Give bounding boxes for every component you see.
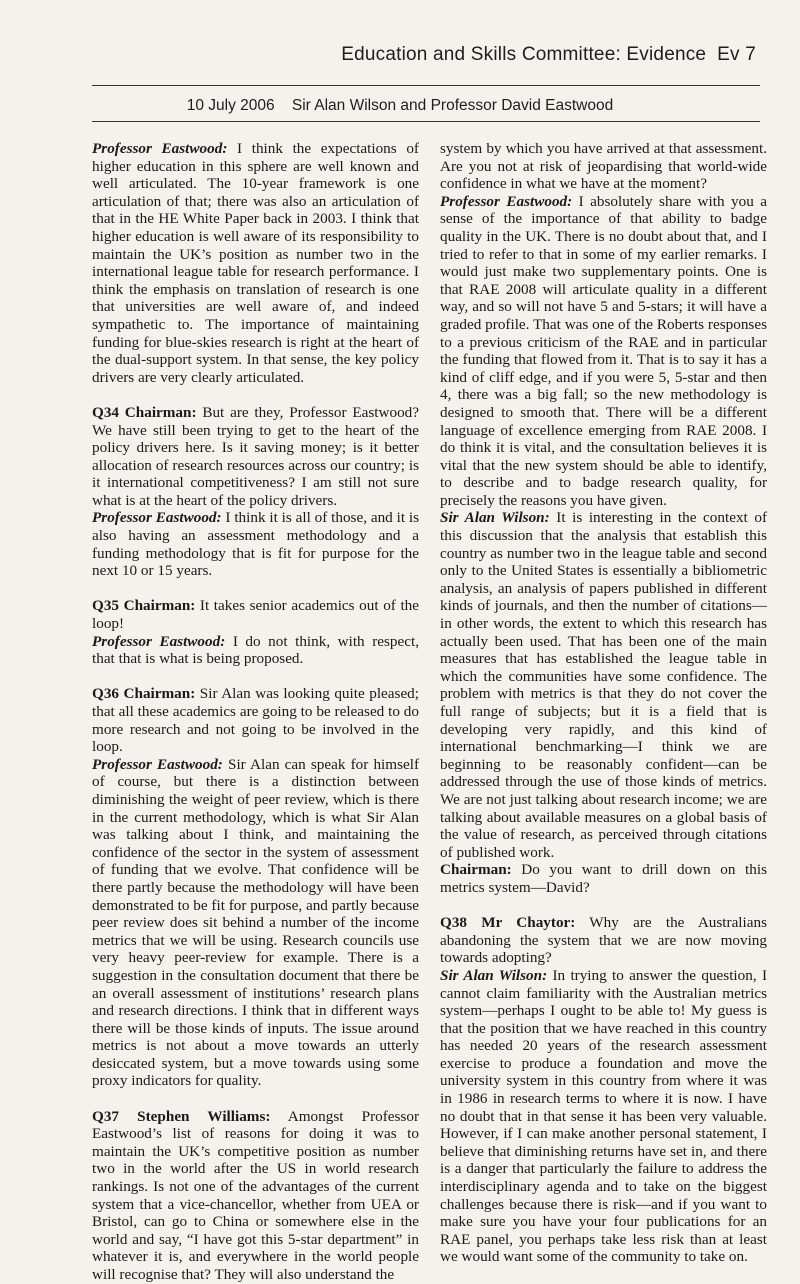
- question-label: Q37 Stephen Williams:: [92, 1107, 271, 1125]
- top-rule: [92, 85, 760, 86]
- paragraph: [440, 140, 767, 193]
- session-line: 10 July 2006 Sir Alan Wilson and Professor David Eastwood: [186, 97, 614, 114]
- question-label: Q35 Chairman:: [92, 597, 196, 615]
- paragraph-text: Sir Alan was looking quite pleased; that all these academics are going to be released to do more research and not going to be involved in the loop.: [92, 685, 419, 756]
- paragraph-text: It takes senior academics out of the loop!: [92, 597, 420, 633]
- speaker-label: Professor Eastwood:: [92, 140, 228, 157]
- paragraph-text: I think it is all of those, and it is also having an assessment methodology and a funding methodology that is fit for purpose for the next 10 or 15 years.: [92, 509, 420, 580]
- paragraph: [92, 1108, 419, 1284]
- speaker-label: Professor Eastwood:: [92, 509, 222, 527]
- speaker-label: Professor Eastwood:: [92, 755, 223, 773]
- paragraph: [92, 140, 419, 386]
- running-title: Education and Skills Committee: Evidence: [341, 44, 707, 65]
- bottom-rule: [92, 121, 760, 122]
- paragraph: [440, 914, 767, 967]
- paragraph: [440, 509, 767, 861]
- question-label: Q38 Mr Chaytor:: [440, 914, 576, 932]
- speaker-label: Sir Alan Wilson:: [440, 509, 550, 527]
- paragraph: [92, 685, 419, 755]
- speaker-label: Professor Eastwood:: [92, 632, 226, 650]
- paragraph-text: It is interesting in the context of this discussion that the analysis that establish this country as number two in the league table and second only to the United States is essentially a bibliometric analysis, an analysis of papers published in different kinds of journals, and then the number of citations—in other words, the extent to which this research has actually been used. That has been one of the main measures that has established the league table in which the communities have some confidence. The problem with metrics is that they do not cover the full range of subjects; but it is a field that is developing very rapidly, and this kind of international benchmarking—I think we are beginning to be reasonably confident—can be addressed through the use of those kinds of metrics. We are not just talking about research income; we are talking about available measures on a global basis of the value of research, as perceived through citations of published work.: [440, 509, 767, 861]
- right-column: [440, 140, 767, 1266]
- paragraph-text: Why are the Australians abandoning the system that we are now moving towards adopting?: [440, 914, 767, 967]
- paragraph-text: But are they, Professor Eastwood? We have still been trying to get to the heart of the policy drivers here. Is it saving money; is it better allocation of research resources across our country; is it international competitiveness? I am still not sure what is at the heart of the policy drivers.: [92, 403, 420, 509]
- page-ref: Ev 7: [717, 44, 756, 65]
- running-header: [341, 44, 756, 66]
- chair-label: Chairman:: [440, 861, 512, 879]
- paragraph-text: I absolutely share with you a sense of the importance of that ability to badge quality in the UK. There is no doubt about that, and I tried to refer to that in some of my earlier remarks. I would just make two supplementary points. One is that RAE 2008 will articulate quality in a different way, and so will not have 5 and 5-stars; it will have a graded profile. That was one of the Roberts responses to a previous criticism of the RAE and in particular the funding that flowed from it. That is to say it has a kind of cliff edge, and if you were 5, 5-star and then 4, there was a big fall; so the new methodology is designed to smooth that. There will be a different language of excellence emerging from RAE 2008. I do think it is vital, and the consultation believes it is vital that the new system should be able to identify, to describe and to badge research quality, for precisely the reasons you have given.: [440, 192, 767, 509]
- paragraph-text: Do you want to drill down on this metrics system—David?: [440, 861, 767, 896]
- paragraph: [92, 756, 419, 1090]
- speaker-label: Sir Alan Wilson:: [440, 966, 548, 984]
- paragraph-text: I think the expectations of higher education in this sphere are well known and well articulated. The 10-year framework is one articulation of that; there was also an articulation of that in the HE White Paper back in 2003. I think that higher education is well aware of its responsibility to maintain the UK’s position as number two in the international league table for research performance. I think the emphasis on translation of research is one that universities are well aware of, and indeed sympathetic to. The importance of maintaining funding for blue-skies research is right at the heart of the dual-support system. In that sense, the key policy drivers are very clearly articulated.: [92, 140, 419, 386]
- paragraph-text: system by which you have arrived at that assessment. Are you not at risk of jeopardising that world-wide confidence in what we have at the moment?: [440, 140, 767, 193]
- left-column: [92, 140, 419, 1284]
- paragraph: [92, 597, 419, 632]
- question-label: Q36 Chairman:: [92, 685, 196, 703]
- paragraph: [440, 967, 767, 1266]
- paragraph: [440, 861, 767, 896]
- paragraph-text: I do not think, with respect, that that is what is being proposed.: [92, 632, 419, 668]
- paragraph: [92, 509, 419, 579]
- paragraph: [92, 633, 419, 668]
- paragraph: [440, 193, 767, 510]
- paragraph-text: Amongst Professor Eastwood’s list of reasons for doing it was to maintain the UK’s competitive position as number two in the world after the US in world research rankings. Is not one of the advantages of the current system that a vice-chancellor, whether from UEA or Bristol, can go to China or somewhere else in the world and say, “I have got this 5-star department” in whatever it is, and everywhere in the world people will recognise that? They will also understand the: [92, 1107, 419, 1283]
- speaker-label: Professor Eastwood:: [440, 192, 573, 210]
- paragraph: [92, 404, 419, 510]
- paragraph-text: In trying to answer the question, I cannot claim familiarity with the Australian metrics system—perhaps I ought to be able to! My guess is that the position that we have reached in this country has needed 20 years of the research assessment exercise to produce a foundation and move the university system in this country from where it was in 1986 in research terms to where it is now. I have no doubt that in that sense it has been very valuable. However, if I can make another personal statement, I believe that diminishing returns have set in, and there is a danger that particularly the failure to address the interdisciplinary agenda and to take on the biggest challenges because there is risk—and if you want to make sure you have your four publications for an RAE panel, you perhaps take less risk than at least we would want some of the community to take on.: [440, 966, 767, 1266]
- question-label: Q34 Chairman:: [92, 403, 197, 421]
- paragraph-text: Sir Alan can speak for himself of course, but there is a distinction between diminishing the weight of peer review, which is there in the current methodology, which is what Sir Alan was talking about I think, and maintaining the confidence of the sector in the system of assessment of funding that we evolve. That confidence will be there partly because the methodology will have been demonstrated to be fit for purpose, and partly because peer review does sit behind a number of the income metrics that we will be using. Research councils use very heavy peer-review for example. There is a suggestion in the consultation document that there be an overall assessment of institutions’ research plans and research directions. I think that in different ways there will be those kinds of inputs. The issue around metrics is not about a move towards an utterly desiccated system, but a move towards using some proxy indicators for quality.: [92, 755, 420, 1090]
